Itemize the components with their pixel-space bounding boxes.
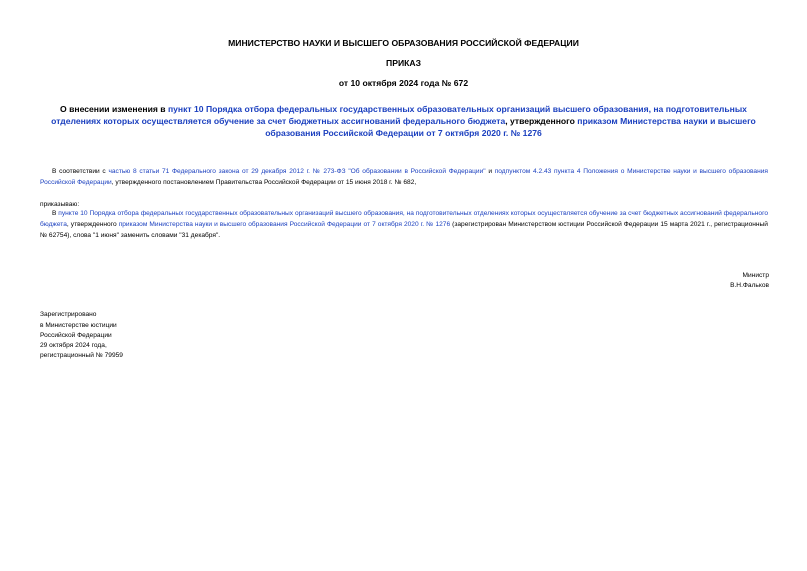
signatory-position: Министр <box>742 272 769 279</box>
subject-link-order[interactable]: приказом Министерства науки и высшего образования Российской Федерации от 7 октября 2020 г. № 1276 <box>265 116 756 138</box>
registration-line-4: 29 октября 2024 года, <box>40 342 107 349</box>
registration-line-2: в Министерстве юстиции <box>40 322 117 329</box>
registration-line-5: регистрационный № 79959 <box>40 352 123 359</box>
preamble-text-1: В соответствии с <box>52 168 109 175</box>
preamble-text-3: , утвержденного постановлением Правительства Российской Федерации от 15 июня 2018 г. № 682, <box>111 179 417 186</box>
clause-link-order[interactable]: приказом Министерства науки и высшего образования Российской Федерации от 7 октября 2020 г. № 1276 <box>118 221 451 228</box>
preamble-paragraph <box>40 166 768 188</box>
document-type: ПРИКАЗ <box>386 58 421 68</box>
signatory-name: В.Н.Фальков <box>730 282 769 289</box>
preamble-link-regulation[interactable]: подпунктом 4.2.43 пункта 4 Положения о Министерстве науки и высшего образования Российской Федерации <box>40 168 768 186</box>
preamble-link-law[interactable]: частью 8 статьи 71 Федерального закона от 29 декабря 2012 г. № 273-ФЗ "Об образовании в Российской Федерации" <box>108 168 486 175</box>
clause-paragraph <box>40 208 768 241</box>
subject-prefix: О внесении изменения в <box>60 104 168 114</box>
clause-text-3: (зарегистрирован Министерством юстиции Российской Федерации 15 марта 2021 г., регистрационный № 62754), слова "1 июня" заменить словами "31 декабря". <box>40 221 768 239</box>
ministry-name: МИНИСТЕРСТВО НАУКИ И ВЫСШЕГО ОБРАЗОВАНИЯ РОССИЙСКОЙ ФЕДЕРАЦИИ <box>228 38 579 48</box>
order-date-number: от 10 октября 2024 года № 672 <box>338 78 469 88</box>
clause-link-procedure[interactable]: пункте 10 Порядка отбора федеральных государственных образовательных организаций высшего образования, на подготовительных отделениях которых осуществляется обучение за счет бюджетных ассигнований федерального бюджета <box>40 210 768 228</box>
order-word: приказываю: <box>40 201 80 208</box>
order-subject <box>40 103 767 139</box>
subject-link-procedure[interactable]: пункт 10 Порядка отбора федеральных государственных образовательных организаций высшего образования, на подготовительных отделениях которых осуществляется обучение за счет бюджетных ассигнований федерального бюджета <box>51 104 747 126</box>
clause-text-1: В <box>52 210 59 217</box>
registration-line-3: Российской Федерации <box>40 332 112 339</box>
registration-line-1: Зарегистрировано <box>40 311 97 318</box>
preamble-text-2: и <box>485 168 495 175</box>
clause-text-2: , утвержденного <box>66 221 119 228</box>
subject-middle: , утвержденного <box>505 116 578 126</box>
